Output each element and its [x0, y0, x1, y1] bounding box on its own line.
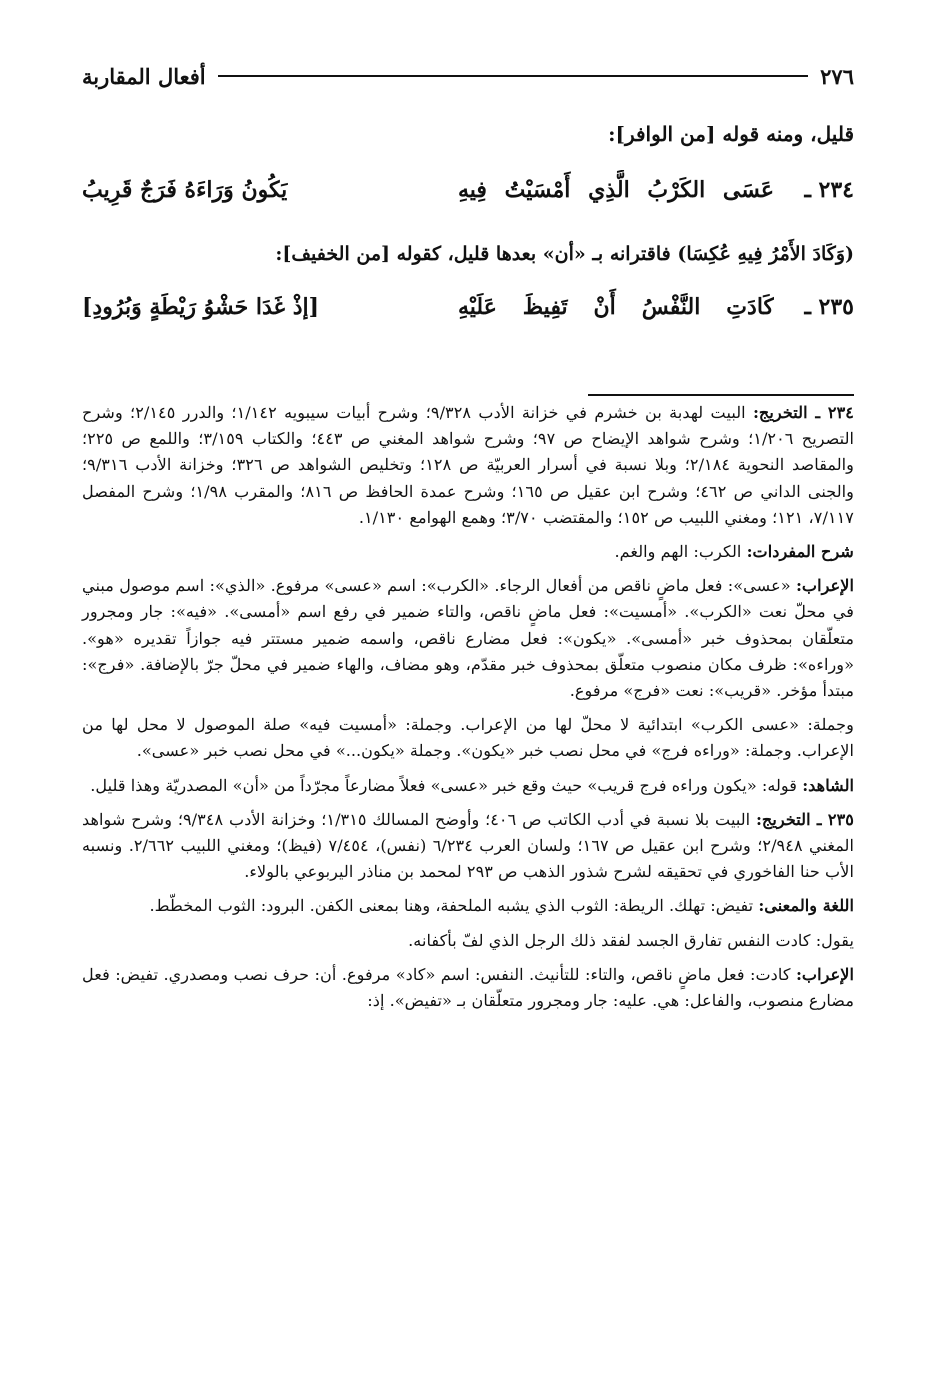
footnote-label: ٢٣٤ ـ التخريج: [752, 403, 854, 422]
footnote-text: البيت بلا نسبة في أدب الكاتب ص ٤٠٦؛ وأوضح المسالك ١/٣١٥؛ وخزانة الأدب ٩/٣٤٨؛ وشرح شواهد المغني ٢/٩٤٨؛ وشرح ابن عقيل ص ١٦٧؛ ولسان العرب ٦/٢٣٤ (نفس)، ٧/٤٥٤ (فيظ)؛ ومغني اللبيب ٢/٦٦٢. ونسبه الأب حنا الفاخوري في تحقيقه لشرح شذور الذهب ص ٢٩٣ لمحمد بن مناذر اليربوعي بالولاء. [82, 809, 854, 882]
footnote-text: قوله: «يكون وراءه فرج قريب» حيث وقع خبر «عسى» فعلاً مضارعاً مجرّداً من «أن» المصدريّة وهذا قليل. [90, 775, 803, 795]
page-number: ٢٧٦ [820, 63, 854, 89]
page-header [82, 60, 854, 92]
verse-second-hemistich: [إذْ غَدَا حَشْوُ رَيْطَةٍ وَبُرُودِ] [82, 294, 320, 320]
footnote-label: الإعراب: [795, 964, 854, 984]
header-rule [218, 75, 809, 77]
footnote-paragraph [82, 773, 854, 799]
footnote-paragraph [82, 807, 854, 886]
footnote-label: الشاهد: [802, 775, 854, 795]
footnote-separator [588, 394, 854, 396]
footnote-text: تفيض: تهلك. الريطة: الثوب الذي يشبه الملحفة، وهنا بمعنى الكفن. البرود: الثوب المخطّط. [149, 896, 759, 916]
footnote-label: اللغة والمعنى: [758, 896, 854, 916]
footnote-paragraph [82, 573, 854, 704]
footnote-paragraph [82, 962, 854, 1014]
footnote-text: يقول: كادت النفس تفارق الجسد لفقد ذلك الرجل الذي لفّ بأكفانه. [408, 930, 854, 950]
verse-first-hemistich: كَادَتِ النَّفْسُ أَنْ تَفِيظَ عَلَيْهِ [458, 294, 774, 320]
mid-line: (وَكَادَ الأَمْرُ فِيهِ عُكِسَا) فاقترانه بـ «أن» بعدها قليل، كقوله [من الخفيف]: [275, 243, 854, 265]
verse-number: ٢٣٤ ـ [804, 177, 854, 203]
footnote-paragraph [82, 400, 854, 531]
running-title: أفعال المقاربة [82, 63, 206, 89]
verse-234 [82, 170, 854, 210]
footnote-label: شرح المفردات: [746, 542, 854, 562]
footnote-paragraph [82, 893, 854, 919]
intro-line: قليل، ومنه قوله [من الوافر]: [608, 122, 854, 146]
verse-235 [82, 287, 854, 327]
footnotes [82, 400, 854, 1022]
footnote-text: البيت لهدبة بن خشرم في خزانة الأدب ٩/٣٢٨؛ وشرح أبيات سيبويه ١/١٤٢؛ والدرر ٢/١٤٥؛ وشرح التصريح ١/٢٠٦؛ وشرح شواهد الإيضاح ص ٩٧؛ وشرح شواهد المغني ص ٤٤٣؛ والكتاب ٣/١٥٩؛ واللمع ص ٢٢٥؛ والمقاصد النحوية ٢/١٨٤؛ وبلا نسبة في أسرار العربيّة ص ١٢٨؛ وتخليص الشواهد ص ٣٢٦؛ وخزانة الأدب ٩/٣١٦؛ والجنى الداني ص ٤٦٢؛ وشرح ابن عقيل ص ١٦٥؛ وشرح عمدة الحافظ ص ٨١٦؛ والمقرب ١/٩٨؛ وشرح المفصل ٧/١١٧، ١٢١؛ ومغني اللبيب ص ١٥٢؛ والمقتضب ٣/٧٠؛ وهمع الهوامع ١/١٣٠. [82, 403, 854, 527]
footnote-text: وجملة: «عسى الكرب» ابتدائية لا محلّ لها من الإعراب. وجملة: «أمسيت فيه» صلة الموصول لا محل لها من الإعراب. وجملة: «وراءه فرج» في محل نصب خبر «يكون». وجملة «يكون...» في محل نصب خبر «عسى». [82, 715, 854, 761]
footnote-paragraph [82, 712, 854, 764]
footnote-text: الكرب: الهم والغم. [614, 542, 747, 562]
verse-second-hemistich: يَكُونُ وَرَاءَهُ فَرَجٌ قَرِيبُ [82, 177, 288, 203]
footnote-paragraph [82, 928, 854, 954]
footnote-label: الإعراب: [795, 576, 854, 596]
verse-gap [398, 287, 458, 327]
footnote-label: ٢٣٥ ـ التخريج: [755, 809, 854, 829]
verse-gap [398, 170, 458, 210]
footnote-paragraph [82, 539, 854, 565]
footnote-text: «عسى»: فعل ماضٍ ناقص من أفعال الرجاء. «الكرب»: اسم «عسى» مرفوع. «الذي»: اسم موصول مبني في محلّ نعت «الكرب». «أمسيت»: فعل ماضٍ ناقص، والتاء ضمير في رفع اسم «أمسى». «فيه»: جار ومجرور متعلّقان بمحذوف خبر «أمسى». «يكون»: فعل مضارع ناقص، واسمه ضمير مستتر فيه جوازاً تقديره «هو». «وراءه»: ظرف مكان منصوب متعلّق بمحذوف خبر مقدّم، وهو مضاف، والهاء ضمير في محلّ جرّ بالإضافة. «فرج»: مبتدأ مؤخر. «قريب»: نعت «فرج» مرفوع. [82, 576, 854, 701]
verse-first-hemistich: عَسَى الكَرْبُ الَّذِي أَمْسَيْتُ فِيهِ [458, 177, 774, 203]
verse-number: ٢٣٥ ـ [804, 294, 854, 320]
footnote-text: كادت: فعل ماضٍ ناقص، والتاء: للتأنيث. النفس: اسم «كاد» مرفوع. أن: حرف نصب ومصدري. تفيض: فعل مضارع منصوب، والفاعل: هي. عليه: جار ومجرور متعلّقان بـ «تفيض». إذ: [82, 964, 854, 1011]
